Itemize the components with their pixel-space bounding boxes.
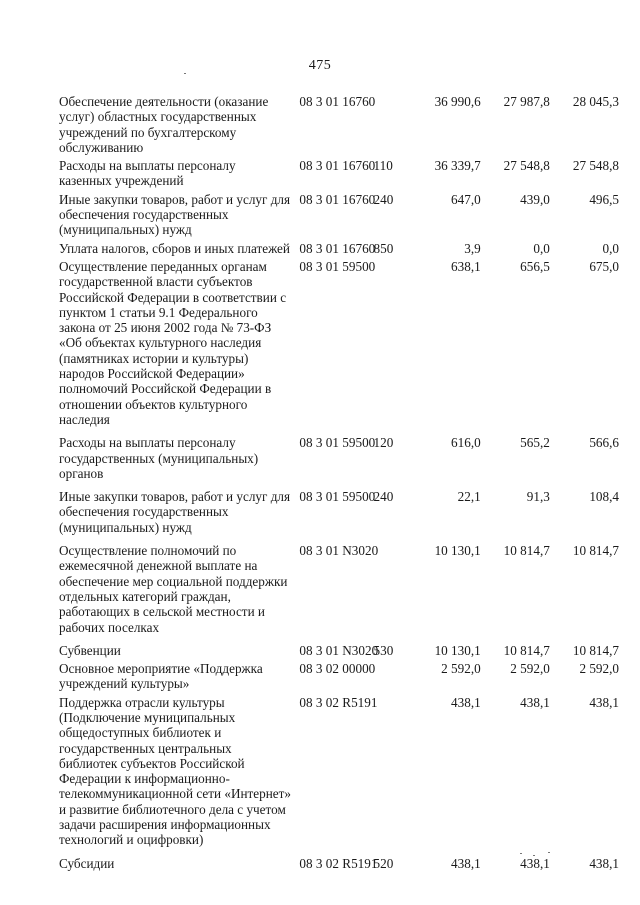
budget-code: 08 3 02 00000 [299, 661, 376, 677]
amount-year-1: 638,1 [451, 258, 481, 274]
amount-year-2: 0,0 [533, 240, 550, 256]
scan-speck [548, 852, 550, 853]
budget-code: 08 3 02 R5191 [299, 694, 378, 710]
amount-year-2: 10 814,7 [503, 543, 550, 559]
amount-year-1: 10 130,1 [434, 642, 481, 658]
budget-code: 08 3 01 16760 [299, 240, 376, 256]
expense-type-code [374, 94, 412, 155]
amount-year-3: 2 592,0 [579, 661, 619, 677]
expense-type-code: 120 [373, 435, 394, 451]
amount-year-3: 27 548,8 [572, 158, 619, 174]
table-row [59, 535, 619, 635]
budget-code: 08 3 01 16760 [299, 94, 376, 109]
expense-type-code: 850 [373, 240, 394, 256]
expense-type-code [374, 535, 412, 635]
budget-code: 08 3 01 N3020 [299, 642, 379, 658]
expense-type-code: 240 [373, 191, 394, 207]
amount-year-2: 2 592,0 [510, 661, 550, 677]
budget-code: 08 3 02 R5191 [299, 855, 378, 871]
expense-type-code: 530 [373, 642, 394, 658]
expense-name: Уплата налогов, сборов и иных платежей [59, 240, 290, 256]
amount-year-2: 27 987,8 [503, 94, 550, 109]
expense-name: Осуществление переданных органам государственной власти субъектов Российской Федерации в соответствии с пунктом 1 статьи 9.1 Федерального закона от 25 июня 2002 года № 73-ФЗ «Об объектах культурного наследия (памятниках истории и культуры) народов Российской Федерации» полномочий Российской Федерации в отношении объектов культурного наследия [59, 258, 287, 427]
amount-year-2: 438,1 [520, 855, 550, 871]
scan-speck [533, 855, 535, 856]
expense-name: Осуществление полномочий по ежемесячной денежной выплате на обеспечение мер социальной поддержки отдельных категорий граждан, работающих в сельской местности и рабочих поселках [59, 543, 288, 635]
amount-year-3: 0,0 [602, 240, 619, 256]
expense-name: Субсидии [59, 855, 115, 871]
amount-year-1: 22,1 [457, 489, 481, 505]
expense-type-code: 520 [373, 855, 394, 871]
budget-code: 08 3 01 16760 [299, 158, 376, 174]
table-row [59, 189, 619, 238]
table-row [59, 481, 619, 535]
amount-year-3: 28 045,3 [572, 94, 619, 109]
amount-year-2: 439,0 [520, 191, 550, 207]
amount-year-1: 616,0 [451, 435, 481, 451]
table-row [59, 635, 619, 658]
amount-year-1: 10 130,1 [434, 543, 481, 559]
scan-speck [184, 73, 186, 74]
expense-name: Основное мероприятие «Поддержка учреждений культуры» [59, 661, 263, 692]
table-row [59, 692, 619, 848]
budget-code: 08 3 01 16760 [299, 191, 376, 207]
budget-code: 08 3 01 59500 [299, 489, 376, 505]
amount-year-1: 2 592,0 [441, 661, 481, 677]
budget-code: 08 3 01 59500 [299, 435, 376, 451]
scan-speck [520, 853, 522, 854]
budget-code: 08 3 01 59500 [299, 258, 376, 274]
amount-year-1: 36 339,7 [434, 158, 481, 174]
amount-year-2: 438,1 [520, 694, 550, 710]
amount-year-1: 647,0 [451, 191, 481, 207]
amount-year-2: 656,5 [520, 258, 550, 274]
amount-year-1: 438,1 [451, 855, 481, 871]
amount-year-1: 3,9 [464, 240, 481, 256]
table-row [59, 155, 619, 189]
amount-year-3: 566,6 [589, 435, 619, 451]
amount-year-1: 438,1 [451, 694, 481, 710]
table-row [59, 427, 619, 481]
amount-year-2: 565,2 [520, 435, 550, 451]
amount-year-3: 496,5 [589, 191, 619, 207]
expense-type-code [374, 256, 412, 427]
amount-year-3: 438,1 [589, 855, 619, 871]
expense-name: Субвенции [59, 642, 121, 658]
budget-code: 08 3 01 N3020 [299, 543, 379, 559]
expense-type-code: 240 [373, 489, 394, 505]
page-number: 475 [308, 58, 332, 73]
budget-table [59, 94, 619, 871]
expense-name: Иные закупки товаров, работ и услуг для обеспечения государственных (муниципальных) нужд [59, 191, 291, 238]
expense-name: Иные закупки товаров, работ и услуг для обеспечения государственных (муниципальных) нужд [59, 489, 291, 535]
amount-year-1: 36 990,6 [434, 94, 481, 109]
expense-name: Расходы на выплаты персоналу государственных (муниципальных) органов [59, 435, 259, 481]
amount-year-2: 91,3 [526, 489, 550, 505]
amount-year-2: 10 814,7 [503, 642, 550, 658]
expense-name: Обеспечение деятельности (оказание услуг) областных государственных учреждений по бухгалтерскому обслуживанию [59, 94, 269, 155]
expense-name: Поддержка отрасли культуры (Подключение муниципальных общедоступных библиотек и государственных центральных библиотек субъектов Российской Федерации к информационно-телекоммуникационной сети «Интернет» и развитие библиотечного дела с учетом задачи расширения информационных технологий и оцифровки) [59, 694, 291, 848]
table-row [59, 94, 619, 155]
amount-year-3: 108,4 [589, 489, 619, 505]
table-row [59, 256, 619, 427]
table-row [59, 658, 619, 692]
expense-type-code [374, 658, 412, 692]
expense-type-code: 110 [373, 158, 393, 174]
amount-year-3: 675,0 [589, 258, 619, 274]
table-row [59, 848, 619, 871]
expense-type-code [374, 692, 412, 848]
table-row [59, 238, 619, 256]
amount-year-3: 10 814,7 [572, 543, 619, 559]
amount-year-3: 10 814,7 [572, 642, 619, 658]
amount-year-3: 438,1 [589, 694, 619, 710]
expense-name: Расходы на выплаты персоналу казенных учреждений [59, 158, 236, 189]
amount-year-2: 27 548,8 [503, 158, 550, 174]
